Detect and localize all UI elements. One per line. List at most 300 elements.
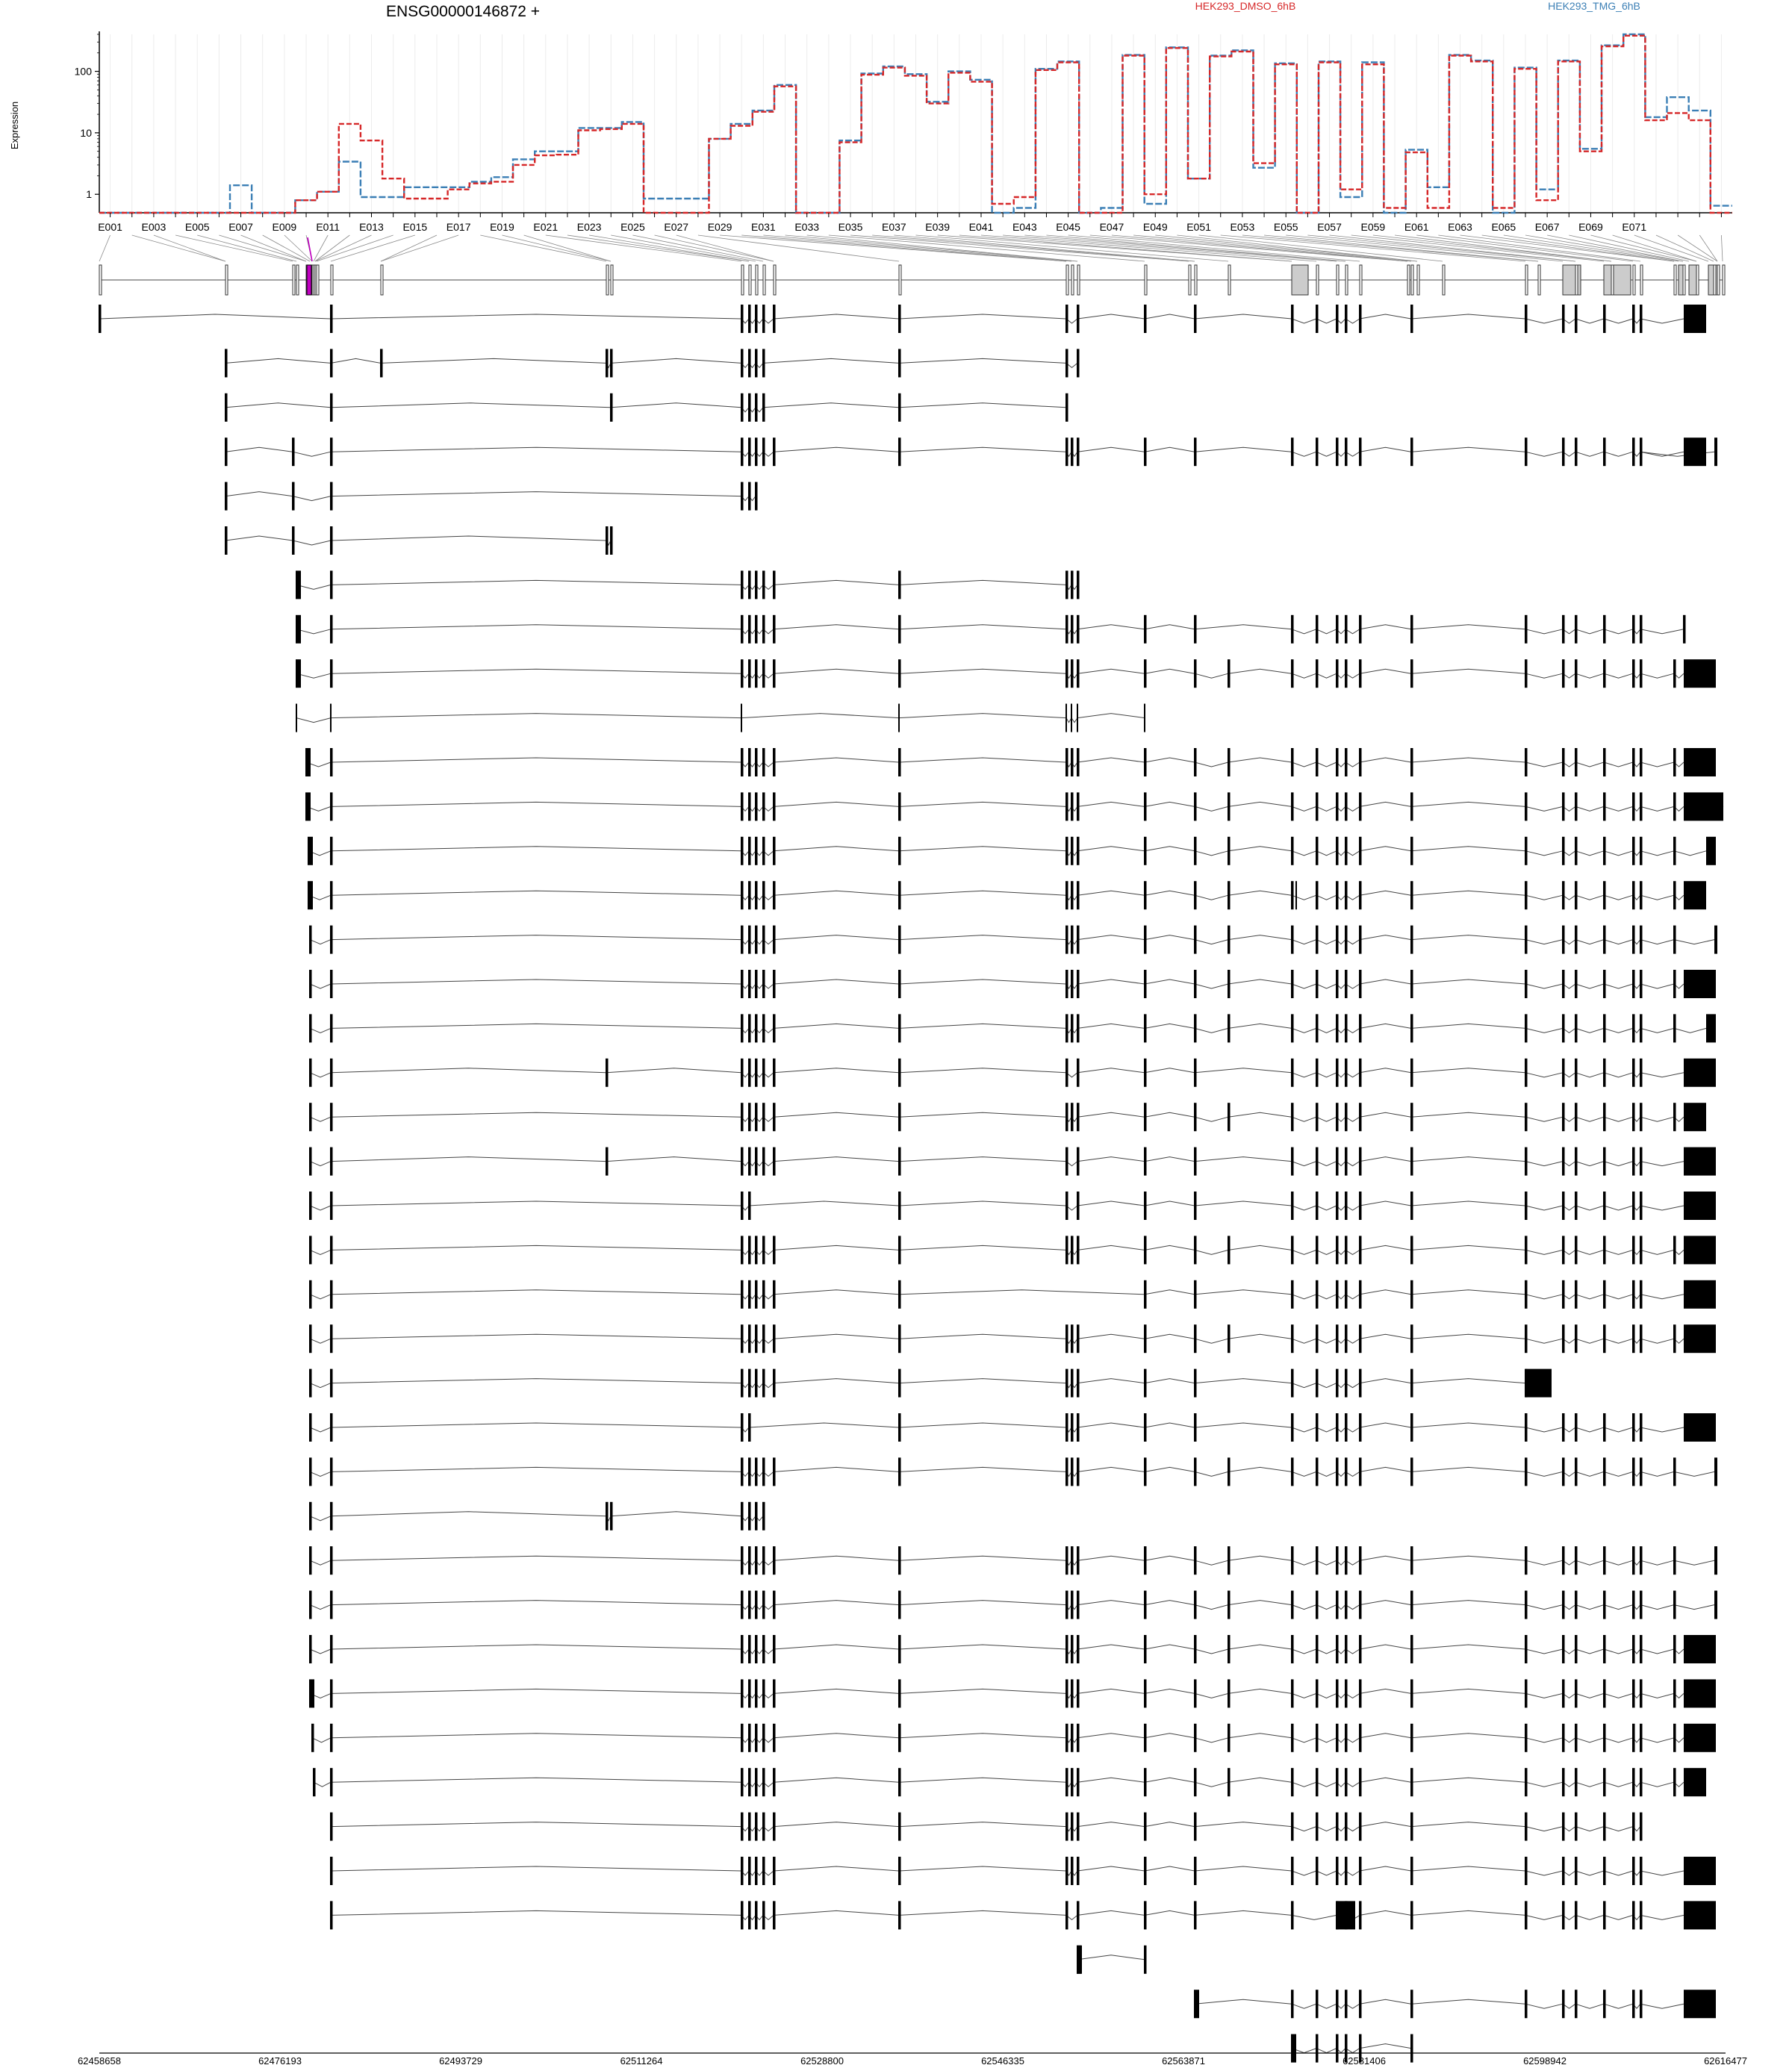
exon: [1144, 748, 1147, 776]
exon: [1410, 1014, 1413, 1042]
genomic-tick-label: 62511264: [620, 2055, 663, 2067]
exon: [748, 1413, 751, 1442]
exon: [1071, 1768, 1074, 1796]
exon: [1228, 792, 1231, 820]
exon: [773, 1324, 776, 1353]
exon: [1603, 1413, 1606, 1442]
exon: [748, 1014, 751, 1042]
exon-utr: [1684, 1103, 1706, 1131]
exon: [1194, 1192, 1197, 1220]
exon: [748, 1147, 751, 1176]
exon: [1632, 1103, 1635, 1131]
exon: [1316, 837, 1319, 865]
exon: [762, 881, 765, 909]
exon: [1345, 1324, 1348, 1353]
exon: [1077, 1591, 1080, 1619]
exon: [606, 1059, 609, 1087]
exon: [1194, 1635, 1197, 1663]
exon-label: E029: [707, 221, 732, 233]
exon: [1562, 1324, 1565, 1353]
exon: [1575, 1635, 1578, 1663]
exon-utr: [1684, 659, 1716, 688]
exon: [773, 1724, 776, 1752]
exon: [741, 748, 744, 776]
exon: [1291, 1901, 1294, 1929]
exon: [1291, 748, 1294, 776]
exon: [773, 748, 776, 776]
exon: [1640, 1103, 1643, 1131]
exon: [1359, 615, 1362, 644]
exon: [773, 659, 776, 688]
exon: [1071, 1635, 1074, 1663]
exon: [1359, 1014, 1362, 1042]
exon: [1291, 1591, 1294, 1619]
exon: [755, 1546, 758, 1575]
exon: [1673, 748, 1676, 776]
exon-utr: [1684, 881, 1706, 909]
exon: [1632, 1813, 1635, 1841]
exon: [773, 1591, 776, 1619]
exon: [610, 349, 613, 377]
exon: [1410, 1635, 1413, 1663]
exon: [309, 926, 312, 954]
exon: [1316, 1059, 1319, 1087]
exon: [1359, 1147, 1362, 1176]
exon: [1575, 1192, 1578, 1220]
gene-exon: [1228, 265, 1231, 295]
exon: [1065, 1014, 1068, 1042]
exon: [1291, 1546, 1294, 1575]
exon: [309, 1147, 312, 1176]
exon: [330, 1502, 333, 1530]
exon: [1077, 1768, 1080, 1796]
exon: [1144, 1768, 1147, 1796]
exon: [1525, 1014, 1528, 1042]
exon: [296, 570, 301, 599]
exon-utr: [1684, 1768, 1706, 1796]
exon: [1640, 1236, 1643, 1264]
exon: [1603, 437, 1606, 466]
exon: [1194, 1768, 1197, 1796]
exon: [330, 305, 333, 333]
exon: [1673, 1591, 1676, 1619]
exon: [1077, 1014, 1080, 1042]
exon: [330, 393, 333, 422]
exon: [773, 1768, 776, 1796]
exon: [898, 1457, 901, 1486]
exon: [1673, 792, 1676, 820]
exon: [1336, 1236, 1339, 1264]
exon: [330, 526, 333, 555]
exon: [773, 1280, 776, 1309]
exon: [1291, 1635, 1294, 1663]
exon: [773, 1546, 776, 1575]
exon: [1359, 837, 1362, 865]
exon: [1144, 1813, 1147, 1841]
exon: [309, 1324, 312, 1353]
exon: [1525, 1813, 1528, 1841]
exon: [1071, 1591, 1074, 1619]
exon: [773, 570, 776, 599]
exon: [1359, 1369, 1362, 1398]
exon: [898, 349, 901, 377]
exon: [755, 1502, 758, 1530]
exon: [1632, 837, 1635, 865]
exon: [748, 1679, 751, 1707]
exon: [741, 1413, 744, 1442]
exon: [1071, 1724, 1074, 1752]
exon: [1673, 1635, 1676, 1663]
exon-label: E037: [881, 221, 906, 233]
exon: [1065, 837, 1068, 865]
exon: [1562, 1457, 1565, 1486]
exon: [1345, 305, 1348, 333]
exon: [1673, 1457, 1676, 1486]
exon-utr: [1684, 1724, 1716, 1752]
exon: [1603, 1635, 1606, 1663]
exon: [1640, 792, 1643, 820]
exon: [748, 1768, 751, 1796]
exon: [1316, 1280, 1319, 1309]
exon: [1575, 1103, 1578, 1131]
exon: [1359, 1546, 1362, 1575]
exon: [1228, 1103, 1231, 1131]
exon: [898, 570, 901, 599]
exon: [292, 437, 295, 466]
exon: [741, 1901, 744, 1929]
exon: [380, 349, 383, 377]
exon: [1603, 1103, 1606, 1131]
exon: [1575, 615, 1578, 644]
exon: [755, 1457, 758, 1486]
exon: [309, 1280, 312, 1309]
exon: [1065, 792, 1068, 820]
exon: [898, 1901, 901, 1929]
exon: [741, 1324, 744, 1353]
exon: [748, 748, 751, 776]
exon: [748, 659, 751, 688]
exon: [1194, 615, 1197, 644]
exon: [1632, 926, 1635, 954]
exon: [1291, 837, 1294, 865]
exon: [741, 1014, 744, 1042]
exon: [1336, 437, 1339, 466]
gene-exon: [1575, 265, 1578, 295]
exon-utr: [1684, 1059, 1716, 1087]
exon: [1410, 1369, 1413, 1398]
exon: [1228, 748, 1231, 776]
exon: [1410, 659, 1413, 688]
gene-exon: [611, 265, 613, 295]
exon: [773, 1369, 776, 1398]
exon: [755, 1059, 758, 1087]
exon: [606, 1502, 609, 1530]
exon: [748, 1813, 751, 1841]
exon: [330, 1413, 333, 1442]
exon: [1525, 926, 1528, 954]
exon: [330, 1901, 333, 1929]
exon-label: E051: [1186, 221, 1211, 233]
exon: [755, 1768, 758, 1796]
exon: [1525, 437, 1528, 466]
exon: [755, 1236, 758, 1264]
exon: [1144, 615, 1147, 644]
exon: [1632, 437, 1635, 466]
exon-utr: [1684, 1236, 1716, 1264]
exon: [1603, 1192, 1606, 1220]
exon: [1640, 1147, 1643, 1176]
exon: [330, 1813, 333, 1841]
exon: [1194, 1147, 1197, 1176]
exon: [1359, 926, 1362, 954]
gene-exon: [749, 265, 751, 295]
exon: [1410, 837, 1413, 865]
gene-exon: [1360, 265, 1362, 295]
exon: [1345, 437, 1348, 466]
exon: [1144, 1236, 1147, 1264]
y-tick-label: 100: [74, 65, 92, 78]
exon: [1316, 1324, 1319, 1353]
genomic-tick-label: 62546335: [981, 2055, 1024, 2067]
exon: [1632, 1591, 1635, 1619]
exon: [1632, 792, 1635, 820]
exon: [1316, 1724, 1319, 1752]
exon: [1077, 659, 1080, 688]
exon: [1562, 1280, 1565, 1309]
exon: [1359, 1324, 1362, 1353]
exon: [1575, 792, 1578, 820]
exon: [1194, 837, 1197, 865]
exon: [1640, 748, 1643, 776]
exon: [1291, 437, 1294, 466]
exon: [1575, 1236, 1578, 1264]
exon: [330, 1059, 333, 1087]
exon: [898, 1857, 901, 1885]
gene-exon: [1189, 265, 1191, 295]
exon: [1673, 1103, 1676, 1131]
exon: [1345, 659, 1348, 688]
exon: [1640, 1635, 1643, 1663]
exon-utr: [1684, 792, 1723, 820]
exon-label: E009: [272, 221, 297, 233]
exon: [1562, 926, 1565, 954]
exon: [748, 305, 751, 333]
exon: [330, 437, 333, 466]
exon: [1316, 1990, 1319, 2018]
exon: [1640, 1813, 1643, 1841]
exon: [1525, 1857, 1528, 1885]
exon: [1673, 926, 1676, 954]
exon: [1316, 1014, 1319, 1042]
exon: [1345, 1192, 1348, 1220]
exon: [330, 926, 333, 954]
exon: [1632, 1901, 1635, 1929]
exon: [1640, 1192, 1643, 1220]
gene-exon: [1443, 265, 1445, 295]
exon: [1345, 926, 1348, 954]
exon: [1359, 1635, 1362, 1663]
exon: [1194, 1457, 1197, 1486]
exon: [1410, 1679, 1413, 1707]
exon: [773, 970, 776, 998]
exon: [1077, 1059, 1080, 1087]
exon: [1065, 305, 1068, 333]
exon: [1144, 926, 1147, 954]
gene-exon: [1525, 265, 1528, 295]
exon: [1065, 1679, 1068, 1707]
exon: [898, 1236, 901, 1264]
gene-exon: [1316, 265, 1319, 295]
exon: [1714, 437, 1717, 466]
exon: [309, 1059, 312, 1087]
exon: [1065, 748, 1068, 776]
exon: [1640, 1724, 1643, 1752]
exon: [1194, 792, 1197, 820]
exon: [1291, 1059, 1294, 1087]
gene-exon: [293, 265, 295, 295]
exon: [773, 1103, 776, 1131]
exon: [1359, 1280, 1362, 1309]
exon: [762, 1591, 765, 1619]
exon: [1065, 1413, 1068, 1442]
exon: [1603, 1901, 1606, 1929]
exon: [1194, 1813, 1197, 1841]
exon: [1632, 1413, 1635, 1442]
exon: [1316, 305, 1319, 333]
exon: [1228, 881, 1231, 909]
exon: [1525, 1059, 1528, 1087]
exon: [762, 1901, 765, 1929]
exon: [1065, 1546, 1068, 1575]
exon-label: E045: [1056, 221, 1080, 233]
exon: [1144, 1014, 1147, 1042]
exon: [1071, 926, 1074, 954]
exon: [748, 881, 751, 909]
exon: [1144, 305, 1147, 333]
exon: [1603, 1857, 1606, 1885]
exon: [741, 837, 744, 865]
exon: [1632, 615, 1635, 644]
exon: [1603, 881, 1606, 909]
exon: [1359, 1679, 1362, 1707]
exon: [1065, 1192, 1068, 1220]
exon: [1359, 1457, 1362, 1486]
exon-utr: [1684, 1192, 1716, 1220]
exon: [741, 926, 744, 954]
exon: [1077, 970, 1080, 998]
exon: [1359, 1236, 1362, 1264]
exon: [1345, 1147, 1348, 1176]
exon: [898, 926, 901, 954]
exon: [741, 1147, 744, 1176]
exon: [1228, 1014, 1231, 1042]
exon: [898, 1103, 901, 1131]
exon: [606, 1147, 609, 1176]
exon: [1632, 1324, 1635, 1353]
exon: [898, 1369, 901, 1398]
exon: [1065, 349, 1068, 377]
exon: [1077, 1369, 1080, 1398]
exon: [755, 482, 758, 511]
exon: [773, 1014, 776, 1042]
exon: [330, 1591, 333, 1619]
genomic-tick-label: 62528800: [800, 2055, 844, 2067]
exon: [1603, 1768, 1606, 1796]
exon: [898, 1413, 901, 1442]
exon: [1345, 1014, 1348, 1042]
exon-label: E013: [359, 221, 384, 233]
exon: [1525, 659, 1528, 688]
exon: [1065, 1369, 1068, 1398]
exon: [1345, 837, 1348, 865]
exon: [1291, 1457, 1294, 1486]
exon-utr: [1684, 305, 1706, 333]
exon: [1077, 1457, 1080, 1486]
exon: [1632, 1990, 1635, 2018]
exon: [1071, 837, 1074, 865]
gene-exon: [225, 265, 228, 295]
exon: [1144, 792, 1147, 820]
exon: [1632, 1857, 1635, 1885]
exon: [1065, 659, 1068, 688]
exon: [748, 970, 751, 998]
exon: [1673, 881, 1676, 909]
exon: [1575, 1768, 1578, 1796]
exon: [1410, 2034, 1413, 2063]
exon: [1228, 1236, 1231, 1264]
exon: [1345, 1724, 1348, 1752]
exon: [1291, 792, 1294, 820]
exon: [898, 1192, 901, 1220]
exon: [1077, 1946, 1081, 1974]
gene-exon: [1071, 265, 1074, 295]
exon: [1603, 1236, 1606, 1264]
gene-exon: [1640, 265, 1643, 295]
exon: [1291, 1857, 1294, 1885]
exon: [741, 1724, 744, 1752]
exon: [1562, 1857, 1565, 1885]
exon-utr: [1525, 1369, 1552, 1398]
exon: [1316, 615, 1319, 644]
exon: [1575, 1413, 1578, 1442]
exon: [762, 792, 765, 820]
exon: [1575, 970, 1578, 998]
gene-exon: [756, 265, 758, 295]
exon: [1065, 1103, 1068, 1131]
exon: [741, 1502, 744, 1530]
exon: [1359, 1413, 1362, 1442]
exon: [1562, 659, 1565, 688]
exon: [1640, 1014, 1643, 1042]
exon: [1071, 570, 1074, 599]
exon: [741, 1280, 744, 1309]
exon: [1291, 1147, 1294, 1176]
gene-exon: [296, 265, 299, 295]
exon: [1071, 748, 1074, 776]
gene-exon: [1066, 265, 1068, 295]
exon: [1603, 1014, 1606, 1042]
exon: [1410, 1591, 1413, 1619]
exon: [1640, 1280, 1643, 1309]
exon: [330, 704, 332, 732]
exon: [330, 881, 333, 909]
exon: [755, 1147, 758, 1176]
exon: [1575, 1059, 1578, 1087]
exon: [1562, 1192, 1565, 1220]
exon: [1640, 1768, 1643, 1796]
exon: [748, 1457, 751, 1486]
exon: [1077, 305, 1080, 333]
